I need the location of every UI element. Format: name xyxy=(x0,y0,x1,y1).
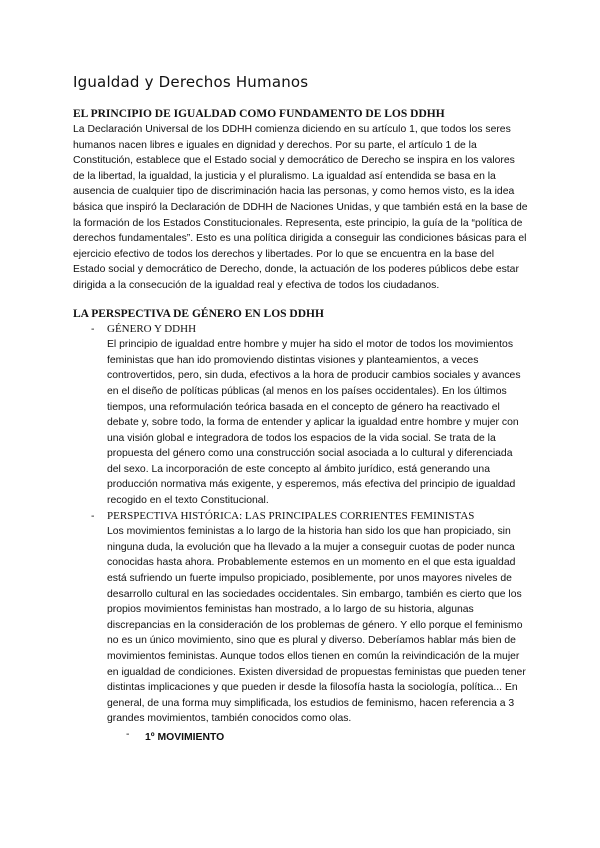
sub-list-item xyxy=(73,727,528,746)
section-equality-principle xyxy=(73,107,528,294)
sub-list-item-label: 1º MOVIMIENTO xyxy=(145,731,225,743)
bullet-marker: - xyxy=(91,510,95,522)
document-content xyxy=(73,107,528,746)
section-heading: EL PRINCIPIO DE IGUALDAD COMO FUNDAMENTO DE LOS DDHH xyxy=(73,108,445,120)
section-gender-perspective xyxy=(73,307,528,746)
list-item xyxy=(73,322,528,509)
bullet-marker: - xyxy=(126,728,130,740)
list-item-paragraph: Los movimientos feministas a lo largo de la historia han sido los que han propiciado, sin ninguna duda, la evolución que ha llevado a la mujer a conseguir cuotas de poder nunca conocidas hasta ahora. Probablemente estemos en un momento en el que esta igualdad está sufriendo un fuerte impulso propiciado, posiblemente, por unos mayores niveles de desarrollo cultural en las sociedades occidentales. Sin embargo, también es cierto que los propios movimientos feministas han mostrado, a lo largo de su historia, algunas discrepancias en la consideración de los problemas de género. Y ello porque el feminismo no es un único movimiento, sino que es plural y diverso. Deberíamos hablar más bien de movimientos feministas. Aunque todos ellos tienen en común la reivindicación de la mujer en igualdad de condiciones. Existen diversidad de propuestas feministas que pueden tener distintas implicaciones y que pueden ir desde la filosofía hasta la sociología, política... En general, de una forma muy simplificada, los estudios de feminismo, hacen referencia a 3 grandes movimientos, también conocidos como olas. xyxy=(107,526,526,725)
list-item xyxy=(73,509,528,727)
bullet-marker: - xyxy=(91,323,95,335)
section-heading: LA PERSPECTIVA DE GÉNERO EN LOS DDHH xyxy=(73,307,324,320)
list-item-title: PERSPECTIVA HISTÓRICA: LAS PRINCIPALES CORRIENTES FEMINISTAS xyxy=(107,509,475,522)
document-title: Igualdad y Derechos Humanos xyxy=(73,73,309,91)
section-paragraph: La Declaración Universal de los DDHH comienza diciendo en su artículo 1, que todos los seres humanos nacen libres e iguales en dignidad y derechos. Por su parte, el artículo 1 de la Constitución, establece que el Estado social y democrático de Derecho se inspira en los valores de la libertad, la igualdad, la justicia y el pluralismo. La igualdad así entendida se basa en la ausencia de cualquier tipo de discriminación hacia las personas, y como hemos visto, es la idea básica que inspiró la Declaración de DDHH de Naciones Unidas, y que también está en la base de la formación de los Estados Constitucionales. Representa, este principio, la guía de la “política de derechos fundamentales”. Esto es una política dirigida a conseguir las condiciones básicas para el ejercicio efectivo de todos los derechos y libertades. Por lo que se encuentra en la base del Estado social y democrático de Derecho, donde, la actuación de los poderes públicos debe estar dirigida a la consecución de la igualdad real y efectiva de todos los ciudadanos. xyxy=(73,124,528,291)
list-item-title: GÉNERO Y DDHH xyxy=(107,322,197,335)
list-item-paragraph: El principio de igualdad entre hombre y mujer ha sido el motor de todos los movimientos feministas que han ido promoviendo distintas visiones y planteamientos, a veces controvertidos, pero, sin duda, efectivos a la hora de producir cambios sociales y avances en el diseño de políticas públicas (al menos en los países occidentales). En los últimos tiempos, una reformulación teórica basada en el concepto de género ha reactivado el debate y, sobre todo, la forma de entender y aplicar la igualdad entre hombre y mujer con una visión global e integradora de todos los espacios de la vida social. Se trata de la propuesta del género como una construcción social asociada a lo cultural y diferenciada del sexo. La incorporación de este concepto al ámbito jurídico, está generando una producción normativa más exigente, y esperemos, más efectiva del principio de igualdad recogido en el texto Constitucional. xyxy=(107,339,521,507)
